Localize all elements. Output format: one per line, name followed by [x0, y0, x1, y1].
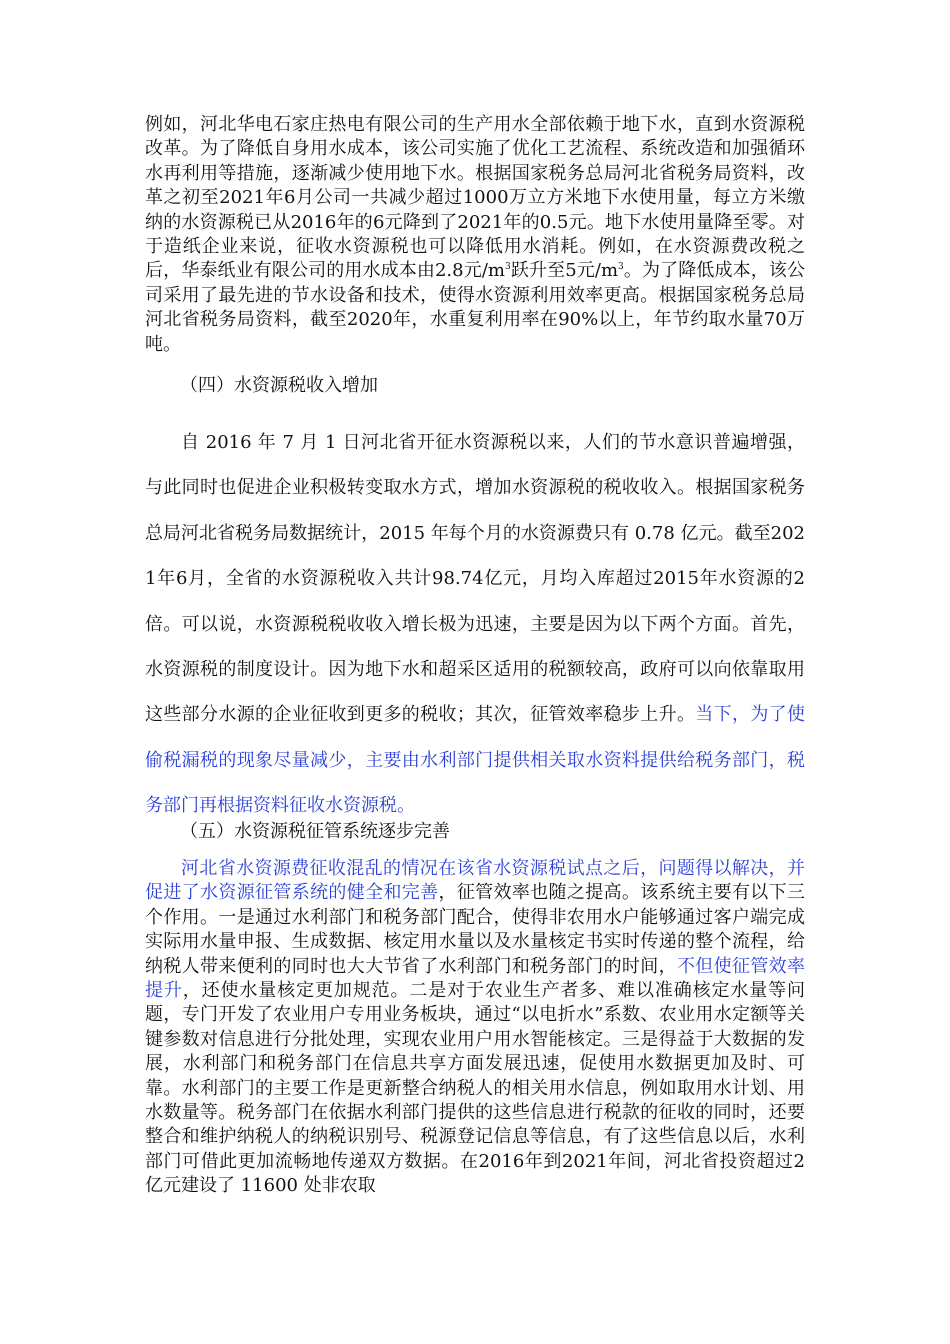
section-heading-4: （四）水资源税收入增加: [180, 375, 378, 396]
paragraph-3-highlight-b: 不但使征管效率提升: [145, 955, 806, 1002]
section-heading-5: （五）水资源税征管系统逐步完善: [180, 821, 450, 842]
paragraph-1-text-b: 跃升至5元/m: [510, 260, 619, 282]
paragraph-1-text-a: 例如，河北华电石家庄热电有限公司的生产用水全部依赖于地下水，直到水资源税改革。为了降低自身用水成本，该公司实施了优化工艺流程、系统改造和加强循环水再利用等措施，逐渐减少使用地下水。根据国家税务总局河北省税务局资料，改革之初至2021年6月公司一共减少超过1000万立方米地下水使用量，每立方米缴纳的水资源税已从2016年的6元降到了2021年的0.5元。地下水使用量降至零。对于造纸企业来说，征收水资源税也可以降低用水消耗。例如，在水资源费改税之后，华泰纸业有限公司的用水成本由2.8元/m: [145, 114, 805, 282]
paragraph-3: [145, 857, 805, 1199]
superscript-cubic-b: 3: [618, 262, 624, 273]
paragraph-3-text-a: ，征管效率也随之提高。该系统主要有以下三个作用。一是通过水利部门和税务部门配合，使得非农用水户能够通过客户端完成实际用水量申报、生成数据、核定用水量以及水量核定书实时传递的整个流程，给纳税人带来便利的同时也大大节省了水利部门和税务部门的时间，: [145, 882, 805, 977]
paragraph-1: [145, 113, 805, 357]
paragraph-1-text-c: 。为了降低成本，该公司采用了最先进的节水设备和技术，使得水资源利用效率更高。根据国家税务总局河北省税务局资料，截至2020年，水重复利用率在90%以上，年节约取水量70万吨。: [145, 260, 805, 355]
superscript-cubic-a: 3: [504, 262, 511, 273]
paragraph-2-highlight: 当下，为了使偷税漏税的现象尽量减少，主要由水利部门提供相关取水资料提供给税务部门，税务部门再根据资料征收水资源税。: [145, 704, 806, 817]
paragraph-2-text: 自 2016 年 7 月 1 日河北省开征水资源税以来，人们的节水意识普遍增强，与此同时也促进企业积极转变取水方式，增加水资源税的税收收入。根据国家税务总局河北省税务局数据统计，2015 年每个月的水资源费只有 0.78 亿元。截至2021年6月，全省的水资源税收入共计98.74亿元，月均入库超过2015年水资源的2倍。可以说，水资源税税收收入增长极为迅速，主要是因为以下两个方面。首先，水资源税的制度设计。因为地下水和超采区适用的税额较高，政府可以向依靠取用这些部分水源的企业征收到更多的税收；其次，征管效率稳步上升。: [145, 432, 805, 726]
paragraph-2: [145, 420, 805, 829]
paragraph-3-text-b: ，还使水量核定更加规范。二是对于农业生产者多、难以准确核定水量等问题，专门开发了农业用户专用业务板块，通过“以电折水”系数、农业用水定额等关键参数对信息进行分批处理，实现农业用户用水智能核定。三是得益于大数据的发展，水利部门和税务部门在信息共享方面发展迅速，促使用水数据更加及时、可靠。水利部门的主要工作是更新整合纳税人的相关用水信息，例如取用水计划、用水数量等。税务部门在依据水利部门提供的这些信息进行税款的征收的同时，还要整合和维护纳税人的纳税识别号、税源登记信息等信息，有了这些信息以后，水利部门可借此更加流畅地传递双方数据。在2016年到2021年间，河北省投资超过2亿元建设了 11600 处非农取: [145, 980, 805, 1197]
paragraph-3-highlight-a: 河北省水资源费征收混乱的情况在该省水资源税试点之后，问题得以解决，并促进了水资源征管系统的健全和完善: [145, 858, 805, 904]
